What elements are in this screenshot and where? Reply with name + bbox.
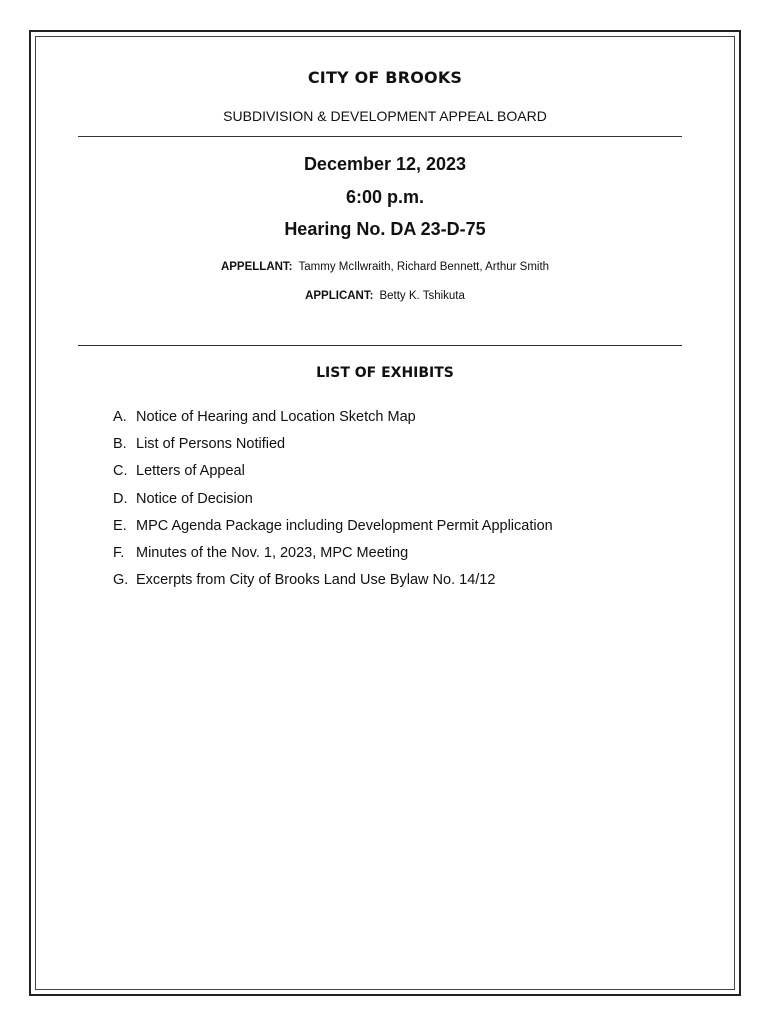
board-name: SUBDIVISION & DEVELOPMENT APPEAL BOARD bbox=[223, 108, 547, 124]
exhibit-item-d bbox=[113, 490, 553, 517]
hearing-date: December 12, 2023 bbox=[303, 154, 467, 174]
appellant-label: APPELLANT: bbox=[220, 261, 293, 273]
exhibit-list bbox=[113, 408, 553, 598]
exhibit-item-e bbox=[113, 517, 553, 544]
applicant-label: APPLICANT: bbox=[305, 290, 374, 302]
exhibit-text: List of Persons Notified bbox=[136, 436, 286, 453]
exhibit-item-f bbox=[113, 544, 553, 571]
exhibit-letter: C. bbox=[113, 463, 128, 480]
exhibit-item-b bbox=[113, 435, 553, 462]
hearing-number: Hearing No. DA 23-D-75 bbox=[284, 219, 486, 239]
exhibit-text: Notice of Decision bbox=[136, 490, 253, 507]
exhibit-text: Excerpts from City of Brooks Land Use Bylaw No. 14/12 bbox=[136, 572, 496, 589]
city-title: CITY OF BROOKS bbox=[307, 68, 463, 87]
exhibit-letter: A. bbox=[113, 409, 127, 425]
appellant-line bbox=[0, 261, 770, 273]
exhibit-item-a bbox=[113, 408, 553, 435]
appellant-value: Tammy McIlwraith, Richard Bennett, Arthur Smith bbox=[298, 261, 550, 273]
exhibit-item-g bbox=[113, 571, 553, 598]
exhibit-text: Notice of Hearing and Location Sketch Map bbox=[136, 409, 416, 425]
exhibits-heading: LIST OF EXHIBITS bbox=[316, 365, 454, 381]
exhibit-item-c bbox=[113, 462, 553, 489]
exhibit-letter: F. bbox=[113, 544, 125, 561]
header-divider bbox=[78, 136, 682, 137]
exhibit-letter: B. bbox=[113, 436, 127, 453]
applicant-value: Betty K. Tshikuta bbox=[379, 290, 465, 302]
applicant-line bbox=[0, 290, 770, 302]
hearing-time: 6:00 p.m. bbox=[345, 187, 425, 207]
exhibit-letter: E. bbox=[113, 517, 127, 534]
parties-divider bbox=[78, 345, 682, 346]
exhibit-letter: D. bbox=[113, 490, 128, 507]
exhibit-text: MPC Agenda Package including Development Permit Application bbox=[136, 517, 553, 534]
exhibit-text: Minutes of the Nov. 1, 2023, MPC Meeting bbox=[136, 544, 409, 561]
exhibit-letter: G. bbox=[113, 572, 129, 589]
exhibit-text: Letters of Appeal bbox=[136, 463, 245, 480]
